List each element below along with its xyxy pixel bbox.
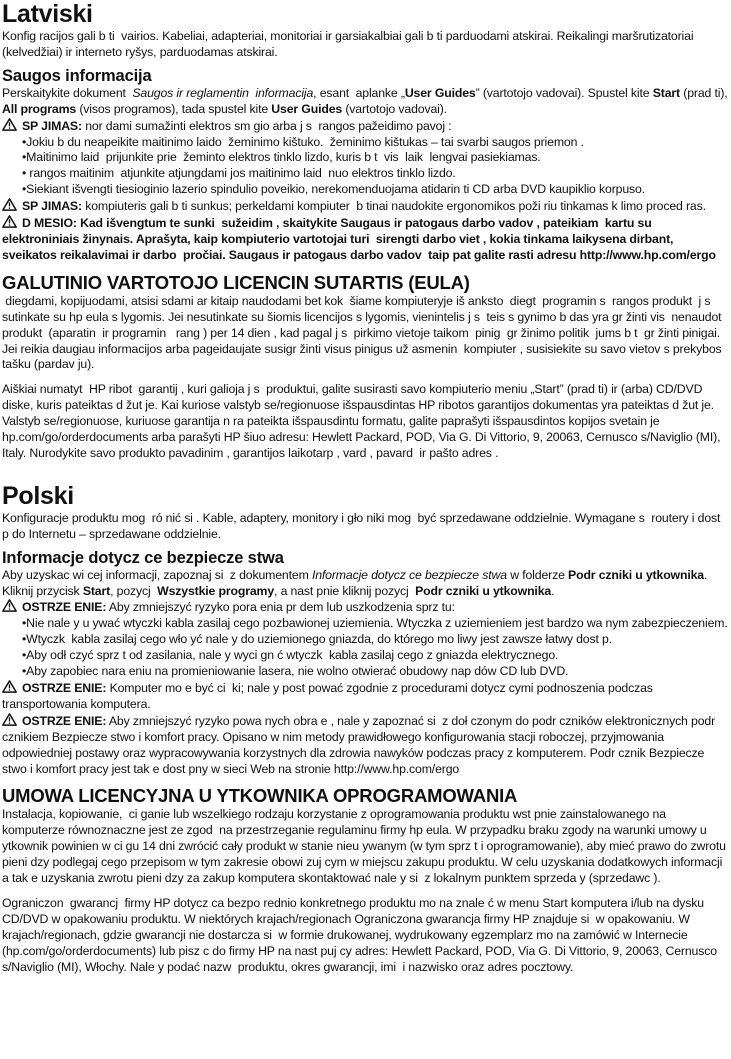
bullet-item: • Wtyczk kabla zasilaj cego wło yć nale y do uziemionego gniazda, do którego mo liwy jest zawsze łatwy dost p. [22,632,728,648]
warning-heavy [2,198,728,215]
eula-paragraph: diegdami, kopijuodami, atsisi sdami ar kitaip naudodami bet kok šiame kompiuteryje iš anksto diegt programin s rangos produkt j s sutinkate su hp eula s lygomis. Jei nesutinkate su šiomis licencijos s lygomis, vienintelis j s teis s gynimo b das yra gr žinti vis nenaudot produkt (aparatin ir programin rang ) per 14 dien , kad pagal j s pirkimo vietoje taikom pinig gr žinimo politik jums b t gr žinti pinigai. Jei reikia daugiau informacijos arba pageidaujate susigr žinti visus pinigus už asmenin kompiuter , susisiekite su savo vietov s prekybos tašku (pardav ju). [2,293,728,372]
warning-triangle-icon [2,599,17,616]
warning-triangle-icon [2,215,17,232]
warning-shock [2,118,728,135]
warning-text: Kad išvengtum te sunki sužeidim , skaitykite Saugaus ir patogaus darbo vadov , pateikiam kartu su elektroniniais žinynais. Aprašyta, kaip kompiuterio vartotojai turi sirengti darbo viet , kokia tinkama laikysena dirbant, sveikatos reikalavimai ir darbo pročiai. Saugaus ir patogaus darbo vadov taip pat galite rasti adresu http://www.hp.com/ergo [2,216,716,262]
warning-label: SP JIMAS: [22,118,82,133]
warning-triangle-icon [2,118,17,135]
eula-heading: UMOWA LICENCYJNA U YTKOWNIKA OPROGRAMOWANIA [2,785,518,807]
safety-paragraph: Aby uzyskac wi cej informacji, zapoznaj si z dokumentem Informacje dotycz ce bezpiecze stwa w folderze Podr czniki u ytkownika. Kliknij przycisk Start, pozycj Wszystkie programy, a nast pnie kliknij pozycj Podr czniki u ytkownika. [2,567,711,598]
warning-label: OSTRZE ENIE: [22,713,107,728]
bullet-item: • Aby zapobiec nara eniu na promieniowanie lasera, nie wolno otwierać obudowy nap dów CD lub DVD. [22,664,728,680]
warning-ergonomics [2,713,728,778]
bullet-item: • Maitinimo laid prijunkite prie žeminto elektros tinklo lizdo, kuris b t vis laik lengvai pasiekiamas. [22,150,728,166]
warning-label: SP JIMAS: [22,199,82,214]
bullet-item: • Siekiant išvengti tiesioginio lazerio spindulio poveikio, nerekomenduojama atidarin ti CD arba DVD kaupiklio korpuso. [22,182,728,198]
warranty-paragraph: Aiškiai numatyt HP ribot garantij , kuri galioja j s produktui, galite susirasti savo kompiuterio meniu „Start” (prad ti) ir (arba) CD/DVD diske, kuris pateiktas d žut je. Kai kuriose valstyb se/regionuose išspausdintas HP ribotos garantijos dokumentas yra pateiktas d žut je. Valstyb se/regionuose, kuriuose garantija n ra pateikta išspausdintu formatu, galite paprašyti išspausdintos kopijos svetain je hp.com/go/orderdocuments arba parašyti HP šiuo adresu: Hewlett Packard, POD, Via G. Di Vittorio, 9, 20063, Cernusco s/Naviglio (MI), Italy. Nurodykite savo produkto pavadinim , garantijos laikotarp , vard , pavard ir pašto adres . [2,382,724,460]
bullet-item: • Aby odł czyć sprz t od zasilania, nale y wyci gn ć wtyczk kabla zasilaj cego z gniazda elektrycznego. [22,648,728,664]
warning-text: Komputer mo e być ci ki; nale y post pować zgodnie z procedurami dotycz cymi podnoszenia podczas transportowania komputera. [2,681,657,711]
safety-heading: Informacje dotycz ce bezpiecze stwa [2,548,284,567]
warning-text: nor dami sumažinti elektros sm gio arba j s rangos pažeidimo pavoj : [81,118,452,133]
safety-bullet-list [2,135,728,199]
warning-triangle-icon [2,713,17,730]
bullet-item: • rangos maitinim atjunkite atjungdami jos maitinimo laid nuo elektros tinklo lizdo. [22,166,728,182]
eula-heading: GALUTINIO VARTOTOJO LICENCIN SUTARTIS (EULA) [2,271,470,293]
warning-text: Aby zmniejszyć ryzyko pora enia pr dem lub uszkodzenia sprz tu: [106,600,455,615]
warning-text: Aby zmniejszyć ryzyko powa nych obra e , nale y zapoznać si z doł czonym do podr czników elektronicznych podr cznikiem Bezpiecze stwo i komfort pracy. Opisano w nim metody prawidłowego konfigurowania stacji roboczej, przyjmowania odpowiedniej postawy oraz wypracowywania korzystnych dla zdrowia nawyków podczas pracy z komputerem. Podr cznik Bezpiecze stwo i komfort pracy jest tak e dost pny w sieci Web na stronie http://www.hp.com/ergo [2,713,719,776]
warning-text: kompiuteris gali b ti sunkus; perkeldami kompiuter b tinai naudokite ergonomikos poži riu tinkamas k limo proced ras. [81,199,706,214]
safety-paragraph: Perskaitykite dokument Saugos ir reglamentin informacija, esant aplanke „User Guides” (vartotojo vadovai). Spustel kite Start (prad ti), All programs (visos programos), tada spustel kite User Guides (vartotojo vadovai). [2,85,731,116]
warning-label: OSTRZE ENIE: [22,681,107,695]
warning-triangle-icon [2,680,17,697]
warning-label: D MESIO: [22,216,77,231]
eula-paragraph: Instalacja, kopiowanie, ci ganie lub wszelkiego rodzaju korzystanie z oprogramowania produktu wst pnie zainstalowanego na komputerze równoznaczne jest ze zgod na przestrzeganie regulaminu firmy hp eula. W przypadku braku zgody na warunki umowy u ytkownik powinien w ci gu 14 dni zwrócić cały produkt w stanie nieu ywanym (w tym sprz t i oprogramowanie), aby mieć prawo do zwrotu pieni dzy podlegaj cego przepisom w tym zakresie obowi zuj cym w miejscu zakupu produktu. W celu uzyskania dodatkowych informacji a tak e uzyskania zwrotu pieni dzy za zakup komputera skontaktować nale y si z lokalnym punktem sprzeda y (sprzedawc ). [2,807,730,886]
section-title: Polski [2,481,74,510]
safety-heading: Saugos informacija [2,66,152,85]
warning-shock [2,599,728,616]
intro-paragraph: Konfig racijos gali b ti vairios. Kabeliai, adapteriai, monitoriai ir garsiakalbiai gali b ti parduodami atskirai. Reikalingi maršrutizatoriai (kelvedžiai) ir interneto ryšys, parduodamas atskirai. [2,29,697,59]
bullet-item: • Nie nale y u ywać wtyczki kabla zasilaj cego pozbawionej uziemienia. Wtyczka z uziemieniem jest bardzo wa nym zabezpieczeniem. [22,616,728,632]
section-polski [2,483,728,976]
warning-ergonomics [2,215,728,264]
section-latviski [2,0,731,462]
section-title: Latviski [2,0,93,28]
warning-label: OSTRZE ENIE: [22,600,107,615]
warranty-paragraph: Ograniczon gwarancj firmy HP dotycz ca bezpo rednio konkretnego produktu mo na znale ć w menu Start komputera i/lub na dysku CD/DVD w opakowaniu produktu. W niektórych krajach/regionach Ograniczona gwarancja firmy HP znajduje si w opakowaniu. W krajach/regionach, gdzie gwarancji nie dostarcza si w formie drukowanej, wydrukowany egzemplarz mo na zamówić w Internecie (hp.com/go/orderdocuments) lub pisz c do firmy HP na nast puj cy adres: Hewlett Packard, POD, Via G. Di Vittorio, 9, 20063, Cernusco s/Naviglio (MI), Włochy. Nale y podać nazw produktu, okres gwarancji, imi i nazwisko oraz adres pocztowy. [2,895,721,974]
safety-bullet-list [2,616,728,680]
bullet-item: • Jokiu b du neapeikite maitinimo laido žeminimo kištuko. žeminimo kištukas – tai svarbi saugos priemon . [22,135,728,151]
warning-heavy [2,680,728,713]
warning-triangle-icon [2,198,17,215]
intro-paragraph: Konfiguracje produktu mog ró nić si . Kable, adaptery, monitory i gło niki mog być sprzedawane oddzielnie. Wymagane s routery i dost p do Internetu – sprzedawane oddzielnie. [2,510,724,541]
